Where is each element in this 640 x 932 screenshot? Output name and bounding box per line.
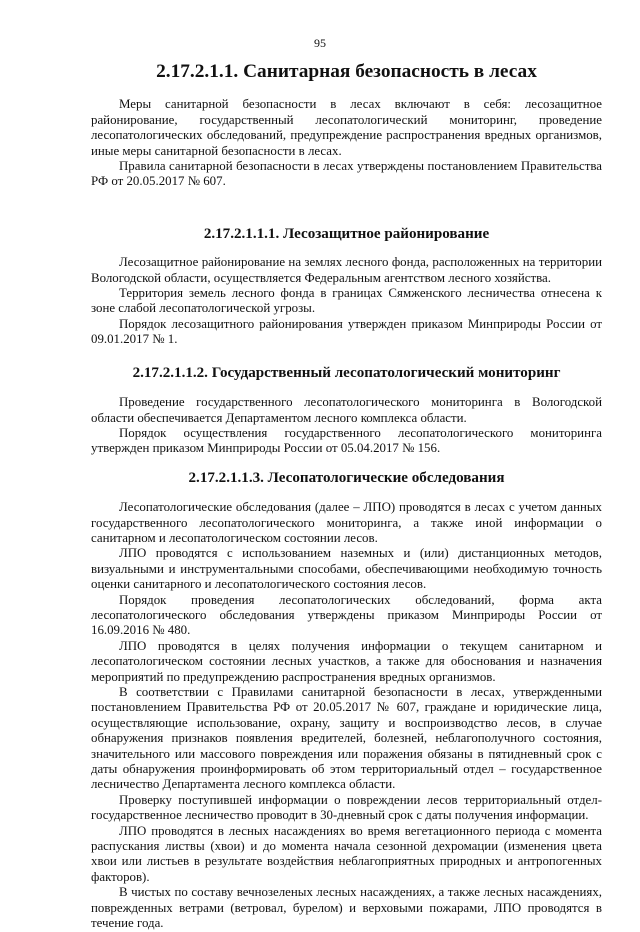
section-heading: 2.17.2.1.1. Санитарная безопасность в лесах bbox=[156, 61, 537, 82]
paragraph: Лесопатологические обследования (далее – ЛПО) проводятся в лесах с учетом данных государственного лесопатологического мониторинга, а также иной информации о санитарном и лесопатологическом состоянии лесов. bbox=[91, 500, 602, 545]
paragraph: Правила санитарной безопасности в лесах утверждены постановлением Правительства РФ от 20.05.2017 № 607. bbox=[91, 159, 602, 189]
paragraph: Порядок лесозащитного районирования утвержден приказом Минприроды России от 09.01.2017 № 1. bbox=[91, 316, 602, 347]
paragraph: Порядок осуществления государственного лесопатологического мониторинга утвержден приказом Минприроды России от 05.04.2017 № 156. bbox=[91, 425, 602, 456]
section-zoning bbox=[91, 227, 602, 348]
section-heading: 2.17.2.1.1.3. Лесопатологические обследования bbox=[188, 469, 505, 486]
section-inspections bbox=[91, 471, 602, 932]
paragraph: ЛПО проводятся в лесных насаждениях во время вегетационного периода с момента распускания листвы (хвои) и до момента начала сезонной дехромации (изменения цвета хвои или листьев в результате воздействия неблагоприятных природных и антропогенных факторов). bbox=[91, 823, 602, 884]
paragraph: Порядок проведения лесопатологических обследований, форма акта лесопатологического обследования утверждены приказом Минприроды России от 16.09.2016 № 480. bbox=[91, 592, 602, 638]
paragraph: Лесозащитное районирование на землях лесного фонда, расположенных на территории Вологодской области, осуществляется Федеральным агентством лесного хозяйства. bbox=[91, 255, 602, 285]
section-monitoring bbox=[91, 366, 602, 457]
section-heading: 2.17.2.1.1.1. Лесозащитное районирование bbox=[203, 225, 490, 242]
paragraph: Проверку поступившей информации о повреждении лесов территориальный отдел-государственное лесничество проводит в 30-дневный срок с даты получения информации. bbox=[91, 792, 602, 823]
paragraph: Территория земель лесного фонда в границах Сямженского лесничества отнесена к зоне слабой лесопатологической угрозы. bbox=[91, 286, 602, 316]
paragraph: Проведение государственного лесопатологического мониторинга в Вологодской области обеспечивается Департаментом лесного комплекса области. bbox=[91, 395, 602, 425]
paragraph: В соответствии с Правилами санитарной безопасности в лесах, утвержденными постановлением Правительства РФ от 20.05.2017 № 607, граждане и юридические лица, осуществляющие использование, охрану, защиту и воспроизводство лесов, в случае обнаружения признаков появления вредителей, болезней, неблагополучного состояния, значительного или массового повреждения или поражения обязаны в пятидневный срок с даты обнаружения проинформировать об этом территориальный отдел – государственное лесничество Департамента лесного комплекса области. bbox=[91, 685, 602, 792]
paragraph: Меры санитарной безопасности в лесах включают в себя: лесозащитное районирование, государственный лесопатологический мониторинг, проведение лесопатологических обследований, предупреждение распространения вредных организмов, иные меры санитарной безопасности в лесах. bbox=[91, 97, 602, 158]
paragraph: В чистых по составу вечнозеленых лесных насаждениях, а также лесных насаждениях, поврежденных ветрами (ветровал, бурелом) и верховыми пожарами, ЛПО проводятся в течение года. bbox=[91, 885, 602, 931]
section-heading: 2.17.2.1.1.2. Государственный лесопатологический мониторинг bbox=[132, 364, 561, 381]
paragraph: ЛПО проводятся с использованием наземных и (или) дистанционных методов, визуальными и инструментальными способами, обеспечивающими необходимую точность оценки санитарного и лесопатологического состояния лесов. bbox=[91, 546, 602, 592]
section-sanitary-safety bbox=[91, 61, 602, 190]
page-number: 95 bbox=[314, 36, 326, 50]
document-body bbox=[91, 61, 602, 932]
paragraph: ЛПО проводятся в целях получения информации о текущем санитарном и лесопатологическом состоянии лесных участков, а также для обоснования и назначения мероприятий по предупреждению распространения вредных организмов. bbox=[91, 638, 602, 684]
